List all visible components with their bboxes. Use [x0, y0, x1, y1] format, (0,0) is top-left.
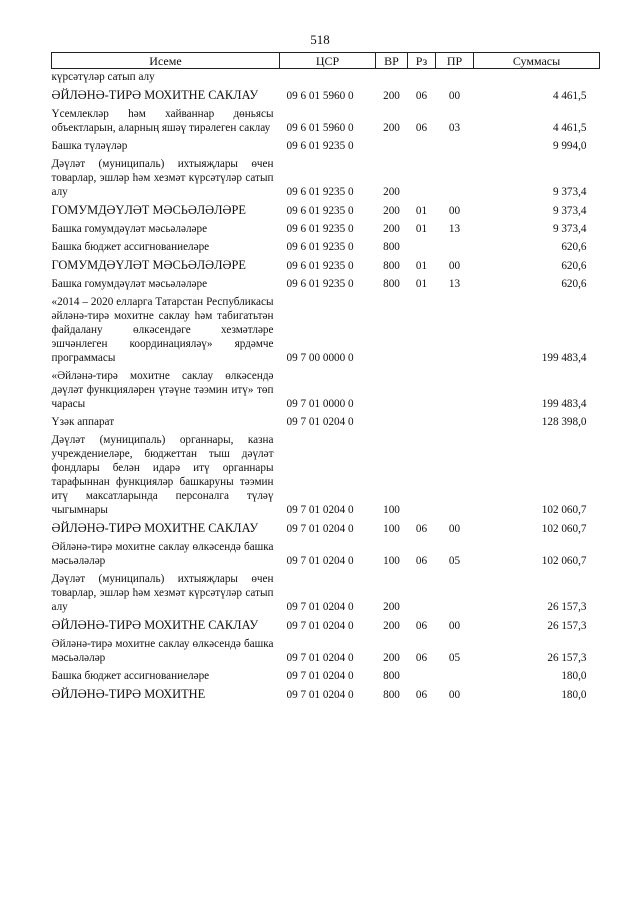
row-rz — [408, 138, 436, 156]
row-csr: 09 7 01 0204 0 — [286, 620, 354, 632]
row-rz: 01 — [415, 278, 428, 290]
row-name: Үсемлекләр һәм хайваннар дөньясы объектларын, аларның яшәү тирәлеген саклау — [51, 108, 274, 134]
table-row — [52, 571, 600, 617]
row-vr: 100 — [383, 504, 400, 516]
row-name: Үзәк аппарат — [51, 416, 115, 428]
budget-table — [51, 52, 600, 705]
table-row — [52, 221, 600, 239]
table-row — [52, 257, 600, 276]
table-row — [52, 414, 600, 432]
row-rz: 06 — [415, 620, 428, 632]
table-row — [52, 539, 600, 571]
row-pr — [436, 239, 474, 257]
row-vr: 200 — [383, 620, 400, 632]
header-csr: ЦСР — [280, 53, 376, 69]
row-rz: 06 — [415, 689, 428, 701]
row-sum — [474, 69, 600, 88]
row-name: Дәүләт (муниципаль) органнары, казна учреждениеләре, бюджеттан тыш дәүләт фондлары белән идарә итү органнары тарафыннан функцияләр башкаруны тәэмин итү максатларында персоналга түләү чыгымнары — [51, 434, 274, 516]
row-sum: 620,6 — [561, 278, 587, 290]
page-number: 518 — [310, 32, 330, 47]
table-body — [52, 69, 600, 706]
row-rz: 01 — [415, 260, 428, 272]
row-vr: 200 — [383, 205, 400, 217]
row-csr: 09 7 01 0204 0 — [286, 416, 354, 428]
row-name: ӘЙЛӘНӘ-ТИРӘ МОХИТНЕ САКЛАУ — [51, 88, 259, 102]
header-rz: Рз — [408, 53, 436, 69]
row-name: Әйләнә-тирә мохитне саклау өлкәсендә башка мәсьәләләр — [51, 541, 274, 567]
row-rz: 06 — [415, 555, 428, 567]
row-sum: 4 461,5 — [552, 122, 587, 134]
table-header-row — [52, 53, 600, 69]
row-pr: 00 — [448, 523, 461, 535]
table-row — [52, 106, 600, 138]
row-sum: 9 373,4 — [552, 186, 587, 198]
row-vr — [376, 368, 408, 414]
row-vr: 800 — [383, 689, 400, 701]
row-pr — [436, 69, 474, 88]
row-pr: 00 — [448, 689, 461, 701]
row-sum: 26 157,3 — [547, 601, 587, 613]
row-rz: 06 — [415, 122, 428, 134]
row-sum: 4 461,5 — [552, 90, 587, 102]
row-name: ӘЙЛӘНӘ-ТИРӘ МОХИТНЕ САКЛАУ — [51, 618, 259, 632]
row-rz — [408, 414, 436, 432]
row-rz: 01 — [415, 223, 428, 235]
row-csr: 09 7 01 0204 0 — [286, 555, 354, 567]
row-sum: 102 060,7 — [541, 555, 587, 567]
row-name: күрсәтүләр сатып алу — [51, 71, 155, 83]
row-rz — [408, 156, 436, 202]
row-csr: 09 6 01 5960 0 — [286, 90, 354, 102]
row-rz — [408, 668, 436, 686]
row-csr: 09 6 01 9235 0 — [286, 223, 354, 235]
table-row — [52, 636, 600, 668]
row-csr: 09 7 01 0204 0 — [286, 504, 354, 516]
row-name: ГОМУМДӘҮЛӘТ МӘСЬӘЛӘЛӘРЕ — [51, 203, 246, 217]
row-csr: 09 7 01 0204 0 — [286, 689, 354, 701]
row-sum: 26 157,3 — [547, 652, 587, 664]
table-row — [52, 520, 600, 539]
row-name: Дәүләт (муниципаль) ихтыяҗлары өчен товарлар, эшләр һәм хезмәт күрсәтүләр сатып алу — [51, 573, 274, 613]
row-pr: 13 — [448, 223, 461, 235]
row-pr — [436, 571, 474, 617]
row-name: ӘЙЛӘНӘ-ТИРӘ МОХИТНЕ САКЛАУ — [51, 521, 259, 535]
row-sum: 620,6 — [561, 260, 587, 272]
table-row — [52, 294, 600, 368]
row-vr: 800 — [383, 241, 400, 253]
row-rz: 01 — [415, 205, 428, 217]
row-pr: 05 — [448, 555, 461, 567]
row-pr — [436, 294, 474, 368]
row-vr — [376, 138, 408, 156]
row-csr: 09 7 01 0204 0 — [286, 652, 354, 664]
row-sum: 9 373,4 — [552, 205, 587, 217]
row-vr: 200 — [383, 223, 400, 235]
row-name: Башка түләүләр — [51, 140, 128, 152]
row-sum: 102 060,7 — [541, 523, 587, 535]
row-csr: 09 6 01 9235 0 — [286, 186, 354, 198]
row-name: «2014 – 2020 елларга Татарстан Республикасы әйләнә-тирә мохитне саклау һәм табигатьтән файдалану өлкәсендәге хезмәтләре эшчәнлеген координацияләү» ярдәмче программасы — [51, 296, 274, 364]
row-rz: 06 — [415, 523, 428, 535]
header-vr: ВР — [376, 53, 408, 69]
row-rz — [408, 432, 436, 520]
row-vr: 800 — [383, 278, 400, 290]
row-sum: 128 398,0 — [541, 416, 587, 428]
table-row — [52, 156, 600, 202]
row-csr: 09 6 01 9235 0 — [286, 260, 354, 272]
row-vr: 100 — [383, 555, 400, 567]
row-csr: 09 7 01 0204 0 — [286, 523, 354, 535]
row-sum: 9 373,4 — [552, 223, 587, 235]
row-sum: 102 060,7 — [541, 504, 587, 516]
row-vr: 200 — [383, 90, 400, 102]
row-name: «Әйләнә-тирә мохитне саклау өлкәсендә дәүләт функцияләрен үтәүне тәэмин итү» төп чарасы — [51, 370, 274, 410]
row-vr: 800 — [383, 670, 400, 682]
table-row — [52, 276, 600, 294]
row-vr — [376, 414, 408, 432]
row-pr: 00 — [448, 90, 461, 102]
row-csr: 09 6 01 9235 0 — [286, 140, 354, 152]
row-csr: 09 7 00 0000 0 — [286, 352, 354, 364]
row-pr: 05 — [448, 652, 461, 664]
row-rz: 06 — [415, 90, 428, 102]
row-vr — [376, 294, 408, 368]
table-row — [52, 202, 600, 221]
table-row — [52, 239, 600, 257]
row-name: Башка гомумдәүләт мәсьәләләре — [51, 278, 208, 290]
row-rz: 06 — [415, 652, 428, 664]
row-pr: 00 — [448, 260, 461, 272]
row-sum: 180,0 — [561, 689, 587, 701]
row-sum: 199 483,4 — [541, 398, 587, 410]
row-name: ӘЙЛӘНӘ-ТИРӘ МОХИТНЕ — [51, 687, 206, 701]
row-pr — [436, 138, 474, 156]
row-rz — [408, 571, 436, 617]
table-row — [52, 617, 600, 636]
table-row — [52, 368, 600, 414]
table-row — [52, 138, 600, 156]
row-vr: 200 — [383, 601, 400, 613]
row-vr: 800 — [383, 260, 400, 272]
row-rz — [408, 294, 436, 368]
row-pr — [436, 368, 474, 414]
row-sum: 26 157,3 — [547, 620, 587, 632]
row-name: ГОМУМДӘҮЛӘТ МӘСЬӘЛӘЛӘРЕ — [51, 258, 246, 272]
row-pr — [436, 156, 474, 202]
row-sum: 199 483,4 — [541, 352, 587, 364]
header-sum: Суммасы — [474, 53, 600, 69]
row-csr: 09 6 01 9235 0 — [286, 241, 354, 253]
row-pr — [436, 432, 474, 520]
table-row — [52, 69, 600, 88]
row-csr: 09 6 01 9235 0 — [286, 278, 354, 290]
row-name: Әйләнә-тирә мохитне саклау өлкәсендә башка мәсьәләләр — [51, 638, 274, 664]
row-rz — [408, 69, 436, 88]
row-pr — [436, 668, 474, 686]
row-sum: 180,0 — [561, 670, 587, 682]
row-pr: 13 — [448, 278, 461, 290]
row-pr — [436, 414, 474, 432]
row-vr: 200 — [383, 122, 400, 134]
header-pr: ПР — [436, 53, 474, 69]
row-csr: 09 7 01 0204 0 — [286, 601, 354, 613]
table-row — [52, 87, 600, 106]
row-vr — [376, 69, 408, 88]
row-pr: 00 — [448, 205, 461, 217]
row-sum: 620,6 — [561, 241, 587, 253]
row-name: Башка бюджет ассигнованиеләре — [51, 670, 210, 682]
row-csr: 09 6 01 9235 0 — [286, 205, 354, 217]
row-csr: 09 7 01 0204 0 — [286, 670, 354, 682]
header-name: Исеме — [52, 53, 280, 69]
row-pr: 03 — [448, 122, 461, 134]
table-row — [52, 432, 600, 520]
row-pr: 00 — [448, 620, 461, 632]
row-csr: 09 6 01 5960 0 — [286, 122, 354, 134]
row-rz — [408, 239, 436, 257]
row-vr: 200 — [383, 652, 400, 664]
row-name: Дәүләт (муниципаль) ихтыяҗлары өчен товарлар, эшләр һәм хезмәт күрсәтүләр сатып алу — [51, 158, 274, 198]
row-name: Башка гомумдәүләт мәсьәләләре — [51, 223, 208, 235]
table-row — [52, 686, 600, 705]
row-vr: 200 — [383, 186, 400, 198]
row-name: Башка бюджет ассигнованиеләре — [51, 241, 210, 253]
table-row — [52, 668, 600, 686]
row-csr: 09 7 01 0000 0 — [286, 398, 354, 410]
row-rz — [408, 368, 436, 414]
row-vr: 100 — [383, 523, 400, 535]
row-sum: 9 994,0 — [552, 140, 587, 152]
row-csr — [280, 69, 376, 88]
